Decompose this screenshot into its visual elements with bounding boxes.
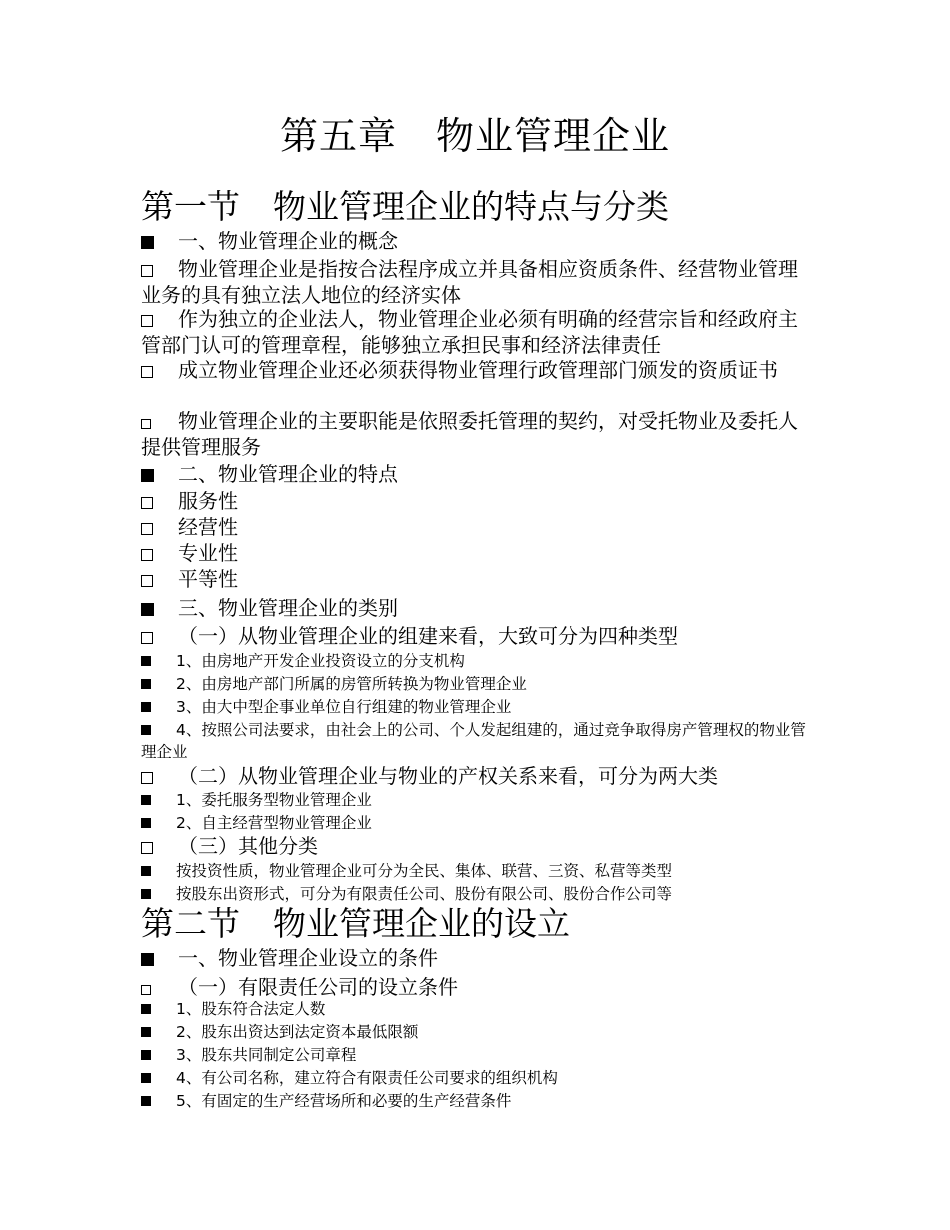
hollow-square-bullet-icon (141, 514, 178, 540)
list-item: 2、股东出资达到法定资本最低限额 (141, 1021, 821, 1043)
list-item: 成立物业管理企业还必须获得物业管理行政管理部门颁发的资质证书 (141, 357, 811, 383)
subheading: （一）从物业管理企业的组建来看，大致可分为四种类型 (141, 623, 821, 649)
filled-square-bullet-icon (141, 1044, 176, 1066)
list-item: 3、由大中型企事业单位自行组建的物业管理企业 (141, 696, 821, 718)
list-item: 3、股东共同制定公司章程 (141, 1044, 821, 1066)
heading-features: 二、物业管理企业的特点 (141, 461, 821, 487)
list-item: 服务性 (141, 488, 821, 514)
list-item: 4、按照公司法要求，由社会上的公司、个人发起组建的，通过竞争取得房产管理权的物业管理企业 (141, 721, 806, 761)
filled-square-bullet-icon (141, 860, 176, 882)
list-item: 2、由房地产部门所属的房管所转换为物业管理企业 (141, 673, 821, 695)
filled-square-bullet-icon (141, 673, 176, 695)
list-item: 5、有固定的生产经营场所和必要的生产经营条件 (141, 1090, 821, 1112)
hollow-square-bullet-icon (141, 256, 178, 282)
list-item: 物业管理企业是指按合法程序成立并具备相应资质条件、经营物业管理业务的具有独立法人地位的经济实体 (141, 257, 798, 307)
subheading: （二）从物业管理企业与物业的产权关系来看，可分为两大类 (141, 763, 821, 789)
filled-square-bullet-icon (141, 998, 176, 1020)
section-title: 第二节 物业管理企业的设立 (141, 904, 570, 943)
hollow-square-bullet-icon (141, 357, 178, 383)
hollow-square-bullet-icon (141, 488, 178, 514)
list-item: 物业管理企业的主要职能是依照委托管理的契约，对受托物业及委托人提供管理服务 (141, 409, 798, 459)
list-item: 专业性 (141, 540, 821, 566)
section-title: 第一节 物业管理企业的特点与分类 (141, 187, 669, 226)
hollow-square-bullet-icon (141, 623, 178, 649)
hollow-square-bullet-icon (141, 566, 178, 592)
list-item: 按投资性质，物业管理企业可分为全民、集体、联营、三资、私营等类型 (141, 860, 821, 882)
subheading: （一）有限责任公司的设立条件 (141, 974, 821, 1000)
list-item: 作为独立的企业法人，物业管理企业必须有明确的经营宗旨和经政府主管部门认可的管理章程，能够独立承担民事和经济法律责任 (141, 307, 798, 357)
filled-square-bullet-icon (141, 945, 178, 971)
hollow-square-bullet-icon (141, 306, 178, 332)
hollow-square-bullet-icon (141, 540, 178, 566)
heading-categories: 三、物业管理企业的类别 (141, 595, 821, 621)
list-item: 按股东出资形式，可分为有限责任公司、股份有限公司、股份合作公司等 (141, 883, 821, 905)
filled-square-bullet-icon (141, 1021, 176, 1043)
filled-square-bullet-icon (141, 789, 176, 811)
list-item: 平等性 (141, 566, 821, 592)
hollow-square-bullet-icon (141, 974, 178, 1000)
heading-conditions: 一、物业管理企业设立的条件 (141, 945, 821, 971)
hollow-square-bullet-icon (141, 763, 178, 789)
filled-square-bullet-icon (141, 595, 178, 621)
subheading: （三）其他分类 (141, 833, 821, 859)
filled-square-bullet-icon (141, 883, 176, 905)
filled-square-bullet-icon (141, 650, 176, 672)
list-item: 1、股东符合法定人数 (141, 998, 821, 1020)
filled-square-bullet-icon (141, 1067, 176, 1089)
hollow-square-bullet-icon (141, 408, 178, 434)
filled-square-bullet-icon (141, 1090, 176, 1112)
list-item: 1、由房地产开发企业投资设立的分支机构 (141, 650, 821, 672)
filled-square-bullet-icon (141, 228, 178, 254)
chapter-title: 第五章 物业管理企业 (279, 114, 670, 158)
filled-square-bullet-icon (141, 696, 176, 718)
filled-square-bullet-icon (141, 461, 178, 487)
list-item: 经营性 (141, 514, 821, 540)
filled-square-bullet-icon (141, 719, 176, 741)
hollow-square-bullet-icon (141, 833, 178, 859)
heading-concept: 一、物业管理企业的概念 (141, 228, 821, 254)
list-item: 4、有公司名称，建立符合有限责任公司要求的组织机构 (141, 1067, 821, 1089)
list-item: 1、委托服务型物业管理企业 (141, 789, 821, 811)
list-item: 2、自主经营型物业管理企业 (141, 812, 821, 834)
filled-square-bullet-icon (141, 812, 176, 834)
